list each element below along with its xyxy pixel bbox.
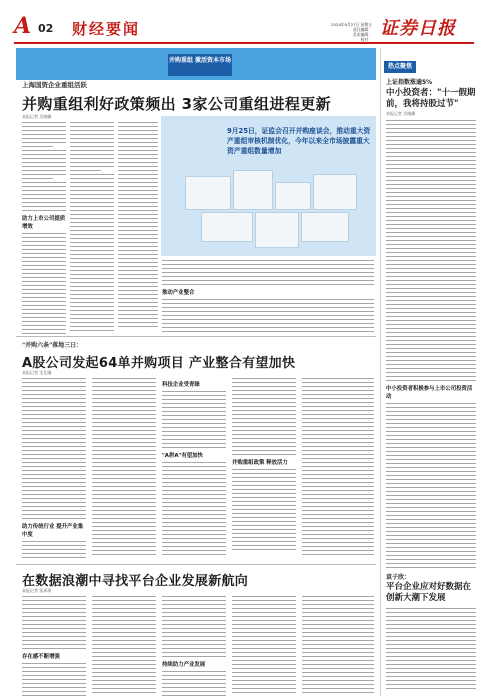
meta-line: 美术编辑： xyxy=(353,32,372,37)
second-text-col-5 xyxy=(302,378,374,558)
second-headline: A股公司发起64单并购项目 产业整合有望加快 xyxy=(22,356,296,371)
hero-tag: 并购重组 激活资本市场 xyxy=(168,54,232,76)
puzzle-block xyxy=(185,176,231,210)
sidebar-headline-2: 平台企业应对好数据在创新大潮下发展 xyxy=(386,582,472,603)
lead-text-col-2 xyxy=(70,122,114,334)
sidebar-subhead: 中小投资者积极参与上市公司投资活动 xyxy=(386,386,473,400)
second-text-col-1 xyxy=(22,378,86,558)
third-text-col-2 xyxy=(92,596,156,696)
third-text-col-4 xyxy=(232,596,296,696)
second-subhead: "A拼A"有望加快 xyxy=(162,453,203,459)
second-kicker: "并购六条"落地三日： xyxy=(22,342,83,349)
lead-text-col-3 xyxy=(118,122,158,334)
third-text-col-1 xyxy=(22,596,86,696)
puzzle-block xyxy=(233,170,273,210)
third-text-col-5 xyxy=(302,596,374,696)
sidebar-headline: 中小投资者："十一假期前，我将持股过节" xyxy=(386,88,476,109)
second-text-col-2 xyxy=(92,378,156,558)
second-byline: 本报记者 毛艺融 xyxy=(22,370,52,375)
meta-line: 2024年9月27日 星期五 xyxy=(331,22,372,27)
lead-subhead: 助力上市公司提质增效 xyxy=(22,216,66,230)
lead-kicker: 上海国资企业重组活跃 xyxy=(22,81,87,89)
puzzle-block xyxy=(301,212,349,242)
puzzle-block xyxy=(255,212,299,248)
sidebar-kicker-2: 袁子欣： xyxy=(386,574,411,581)
column-divider xyxy=(380,48,381,696)
second-subhead: 助力传统行业 提升产业集中度 xyxy=(22,524,84,538)
lead-text-col-4 xyxy=(162,260,374,334)
second-subhead: 并购重组政策 释放活力 xyxy=(232,460,288,466)
sidebar-text-2 xyxy=(386,608,476,696)
meta-line: 校对： xyxy=(360,37,372,42)
section-divider xyxy=(16,336,376,337)
third-subhead: 存在感不断增强 xyxy=(22,654,60,660)
lead-text-col-1 xyxy=(22,122,66,334)
puzzle-block xyxy=(201,212,253,242)
second-text-col-3 xyxy=(162,378,226,558)
sidebar-byline: 本报记者 吴晓璐 xyxy=(386,111,416,116)
third-byline: 本报记者 张琼琼 xyxy=(22,588,52,593)
puzzle-block xyxy=(275,182,311,210)
puzzle-block xyxy=(313,174,357,210)
third-headline: 在数据浪潮中寻找平台企业发展新航向 xyxy=(22,574,249,589)
second-text-col-4 xyxy=(232,378,296,558)
lead-illustration xyxy=(161,116,376,256)
lead-byline: 本报记者 吴晓璐 xyxy=(22,114,52,119)
second-subhead: 科技企业受青睐 xyxy=(162,382,200,388)
masthead-rule xyxy=(14,42,474,44)
meta-line: 责任编辑： xyxy=(353,27,372,32)
lead-subhead: 推动产业整合 xyxy=(162,290,195,296)
photo-caption: 9月25日，证监会召开并购座谈会，推动重大资产重组审核机制优化，今年以来全市场披露重大资产重组数量增加 xyxy=(227,127,371,155)
third-text-col-3 xyxy=(162,596,226,696)
lead-headline: 并购重组利好政策频出 3家公司重组进程更新 xyxy=(22,95,332,113)
section-divider xyxy=(16,564,376,565)
masthead-meta xyxy=(288,22,372,42)
sidebar-text xyxy=(386,120,476,568)
sidebar-kicker: 上证指数涨逾5% xyxy=(386,79,433,86)
section-title: 财经要闻 xyxy=(72,20,141,38)
page-letter: A xyxy=(14,13,32,39)
page-number: 02 xyxy=(38,22,54,35)
sidebar-tag: 热点聚焦 xyxy=(384,61,416,73)
newspaper-logo: 证券日报 xyxy=(380,18,456,39)
masthead xyxy=(0,0,484,44)
third-subhead: 持续助力产业发展 xyxy=(162,662,206,668)
